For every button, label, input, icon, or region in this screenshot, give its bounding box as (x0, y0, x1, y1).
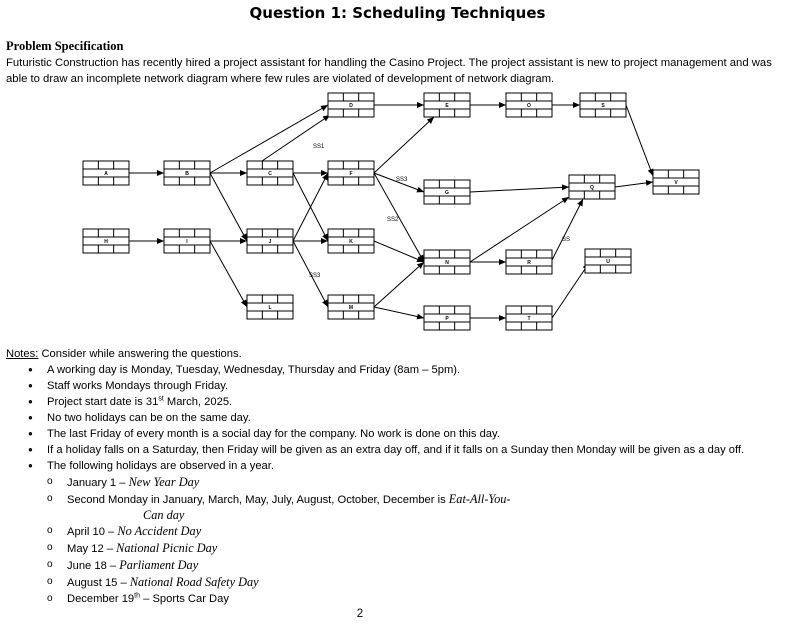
holiday-date: December 19 (67, 593, 135, 605)
holiday-name: – Sports Car Day (140, 593, 229, 605)
list-item: ● No two holidays can be on the same day. (6, 410, 791, 426)
holiday-date: June 18 – (67, 560, 120, 572)
dependency-arrow (262, 115, 330, 161)
node-r (506, 250, 552, 274)
node-label: E (445, 103, 449, 109)
node-o (506, 93, 552, 117)
notes-heading: Notes: (6, 348, 39, 360)
holiday-name: National Picnic Day (116, 541, 218, 555)
node-n (424, 250, 470, 274)
node-l (247, 295, 293, 319)
dependency-arrow (210, 173, 247, 241)
start-date-text: Project start date is 31 (47, 396, 159, 408)
node-m (328, 295, 374, 319)
node-i (164, 229, 210, 253)
holiday-item (6, 491, 791, 523)
node-label: P (445, 316, 449, 322)
start-date-suffix: st (158, 395, 164, 403)
problem-description: Futuristic Construction has recently hired a project assistant for handling the Casino Project. The project assistant is new to project management and was able to draw an incomplete network diagram where few rules are violated of development of network diagram. (6, 57, 772, 85)
node-h (83, 229, 129, 253)
list-item: ● The last Friday of every month is a social day for the company. No work is done on this day. (6, 426, 791, 442)
node-j (247, 229, 293, 253)
holiday-item (6, 574, 791, 591)
node-label: T (527, 316, 531, 322)
holiday-name: National Road Safety Day (129, 575, 259, 589)
node-d (328, 93, 374, 117)
node-label: O (527, 103, 531, 109)
holiday-date: August 15 – (67, 577, 130, 589)
page-number: 2 (356, 608, 364, 620)
node-b (164, 161, 210, 185)
node-e (424, 93, 470, 117)
node-g (424, 180, 470, 204)
dependency-arrow (552, 263, 589, 318)
node-k (328, 229, 374, 253)
node-s (580, 93, 626, 117)
holiday-name: Parliament Day (119, 558, 199, 572)
notes-intro: Consider while answering the questions. (38, 348, 242, 360)
network-diagram (0, 88, 795, 343)
dependency-arrow (374, 117, 434, 173)
holiday-date: Second Monday in January, March, May, July, August, October, December is (67, 494, 449, 506)
list-item: ● Staff works Mondays through Friday. (6, 378, 791, 394)
holiday-date: April 10 – (67, 526, 118, 538)
node-label: Q (590, 185, 594, 191)
list-item: ● A working day is Monday, Tuesday, Wednesday, Thursday and Friday (8am – 5pm). (6, 362, 791, 378)
dependency-arrow (210, 241, 247, 307)
node-label: S (601, 103, 605, 109)
holiday-name: Eat-All-You- (448, 492, 511, 506)
node-p (424, 306, 470, 330)
node-label: F (349, 171, 353, 177)
node-v (653, 170, 699, 194)
dependency-arrow (374, 173, 424, 262)
node-label: G (445, 190, 449, 196)
node-label: V (674, 180, 678, 186)
start-date-rest: March, 2025. (163, 396, 233, 408)
list-item: ● If a holiday falls on a Saturday, then Friday will be given as an extra day off, and if it falls on a Sunday then Monday will be given as a day off. (6, 442, 791, 458)
holiday-item (6, 591, 791, 607)
dependency-arrow (374, 262, 424, 307)
holiday-item (6, 540, 791, 557)
node-a (83, 161, 129, 185)
node-label: R (527, 260, 531, 266)
holiday-date: January 1 – (67, 477, 129, 489)
holiday-date-suffix: th (134, 592, 141, 600)
relationship-label: SS3 (396, 177, 408, 183)
node-label: J (268, 239, 272, 245)
node-label: N (445, 260, 449, 266)
dependency-arrow (470, 187, 569, 192)
dependency-arrow (626, 105, 653, 176)
holiday-date: May 12 – (67, 543, 117, 555)
node-q (569, 175, 615, 199)
node-label: M (348, 305, 354, 311)
notes-heading-line (6, 346, 791, 362)
node-u (585, 249, 631, 273)
notes-section (6, 346, 791, 607)
dependency-arrow (374, 307, 424, 318)
node-label: K (349, 239, 353, 245)
section-heading: Problem Specification (6, 39, 124, 53)
holiday-item (6, 523, 791, 540)
node-label: H (104, 239, 108, 245)
node-label: A (104, 171, 108, 177)
page-title: Question 1: Scheduling Techniques (249, 4, 546, 22)
node-c (247, 161, 293, 185)
notes-list (6, 362, 791, 607)
list-item: ● The following holidays are observed in a year. (6, 458, 791, 474)
node-f (328, 161, 374, 185)
node-label: L (268, 305, 272, 311)
holiday-name: New Year Day (128, 475, 200, 489)
relationship-label: SS1 (313, 144, 325, 150)
dependency-arrow (374, 241, 424, 262)
node-label: I (186, 239, 188, 245)
node-label: U (606, 259, 610, 265)
dependency-arrow (552, 199, 583, 260)
holiday-item (6, 474, 791, 491)
holiday-name-continued: Can day (143, 508, 185, 522)
holiday-name: No Accident Day (117, 524, 202, 538)
relationship-label: SS3 (309, 273, 321, 279)
node-label: C (268, 171, 272, 177)
holiday-item (6, 557, 791, 574)
node-label: D (349, 103, 353, 109)
node-label: B (185, 171, 189, 177)
dependency-arrow (615, 182, 653, 187)
relationship-label: SS (562, 237, 571, 243)
relationship-label: SS2 (387, 217, 399, 223)
list-item (6, 394, 791, 410)
node-t (506, 306, 552, 330)
